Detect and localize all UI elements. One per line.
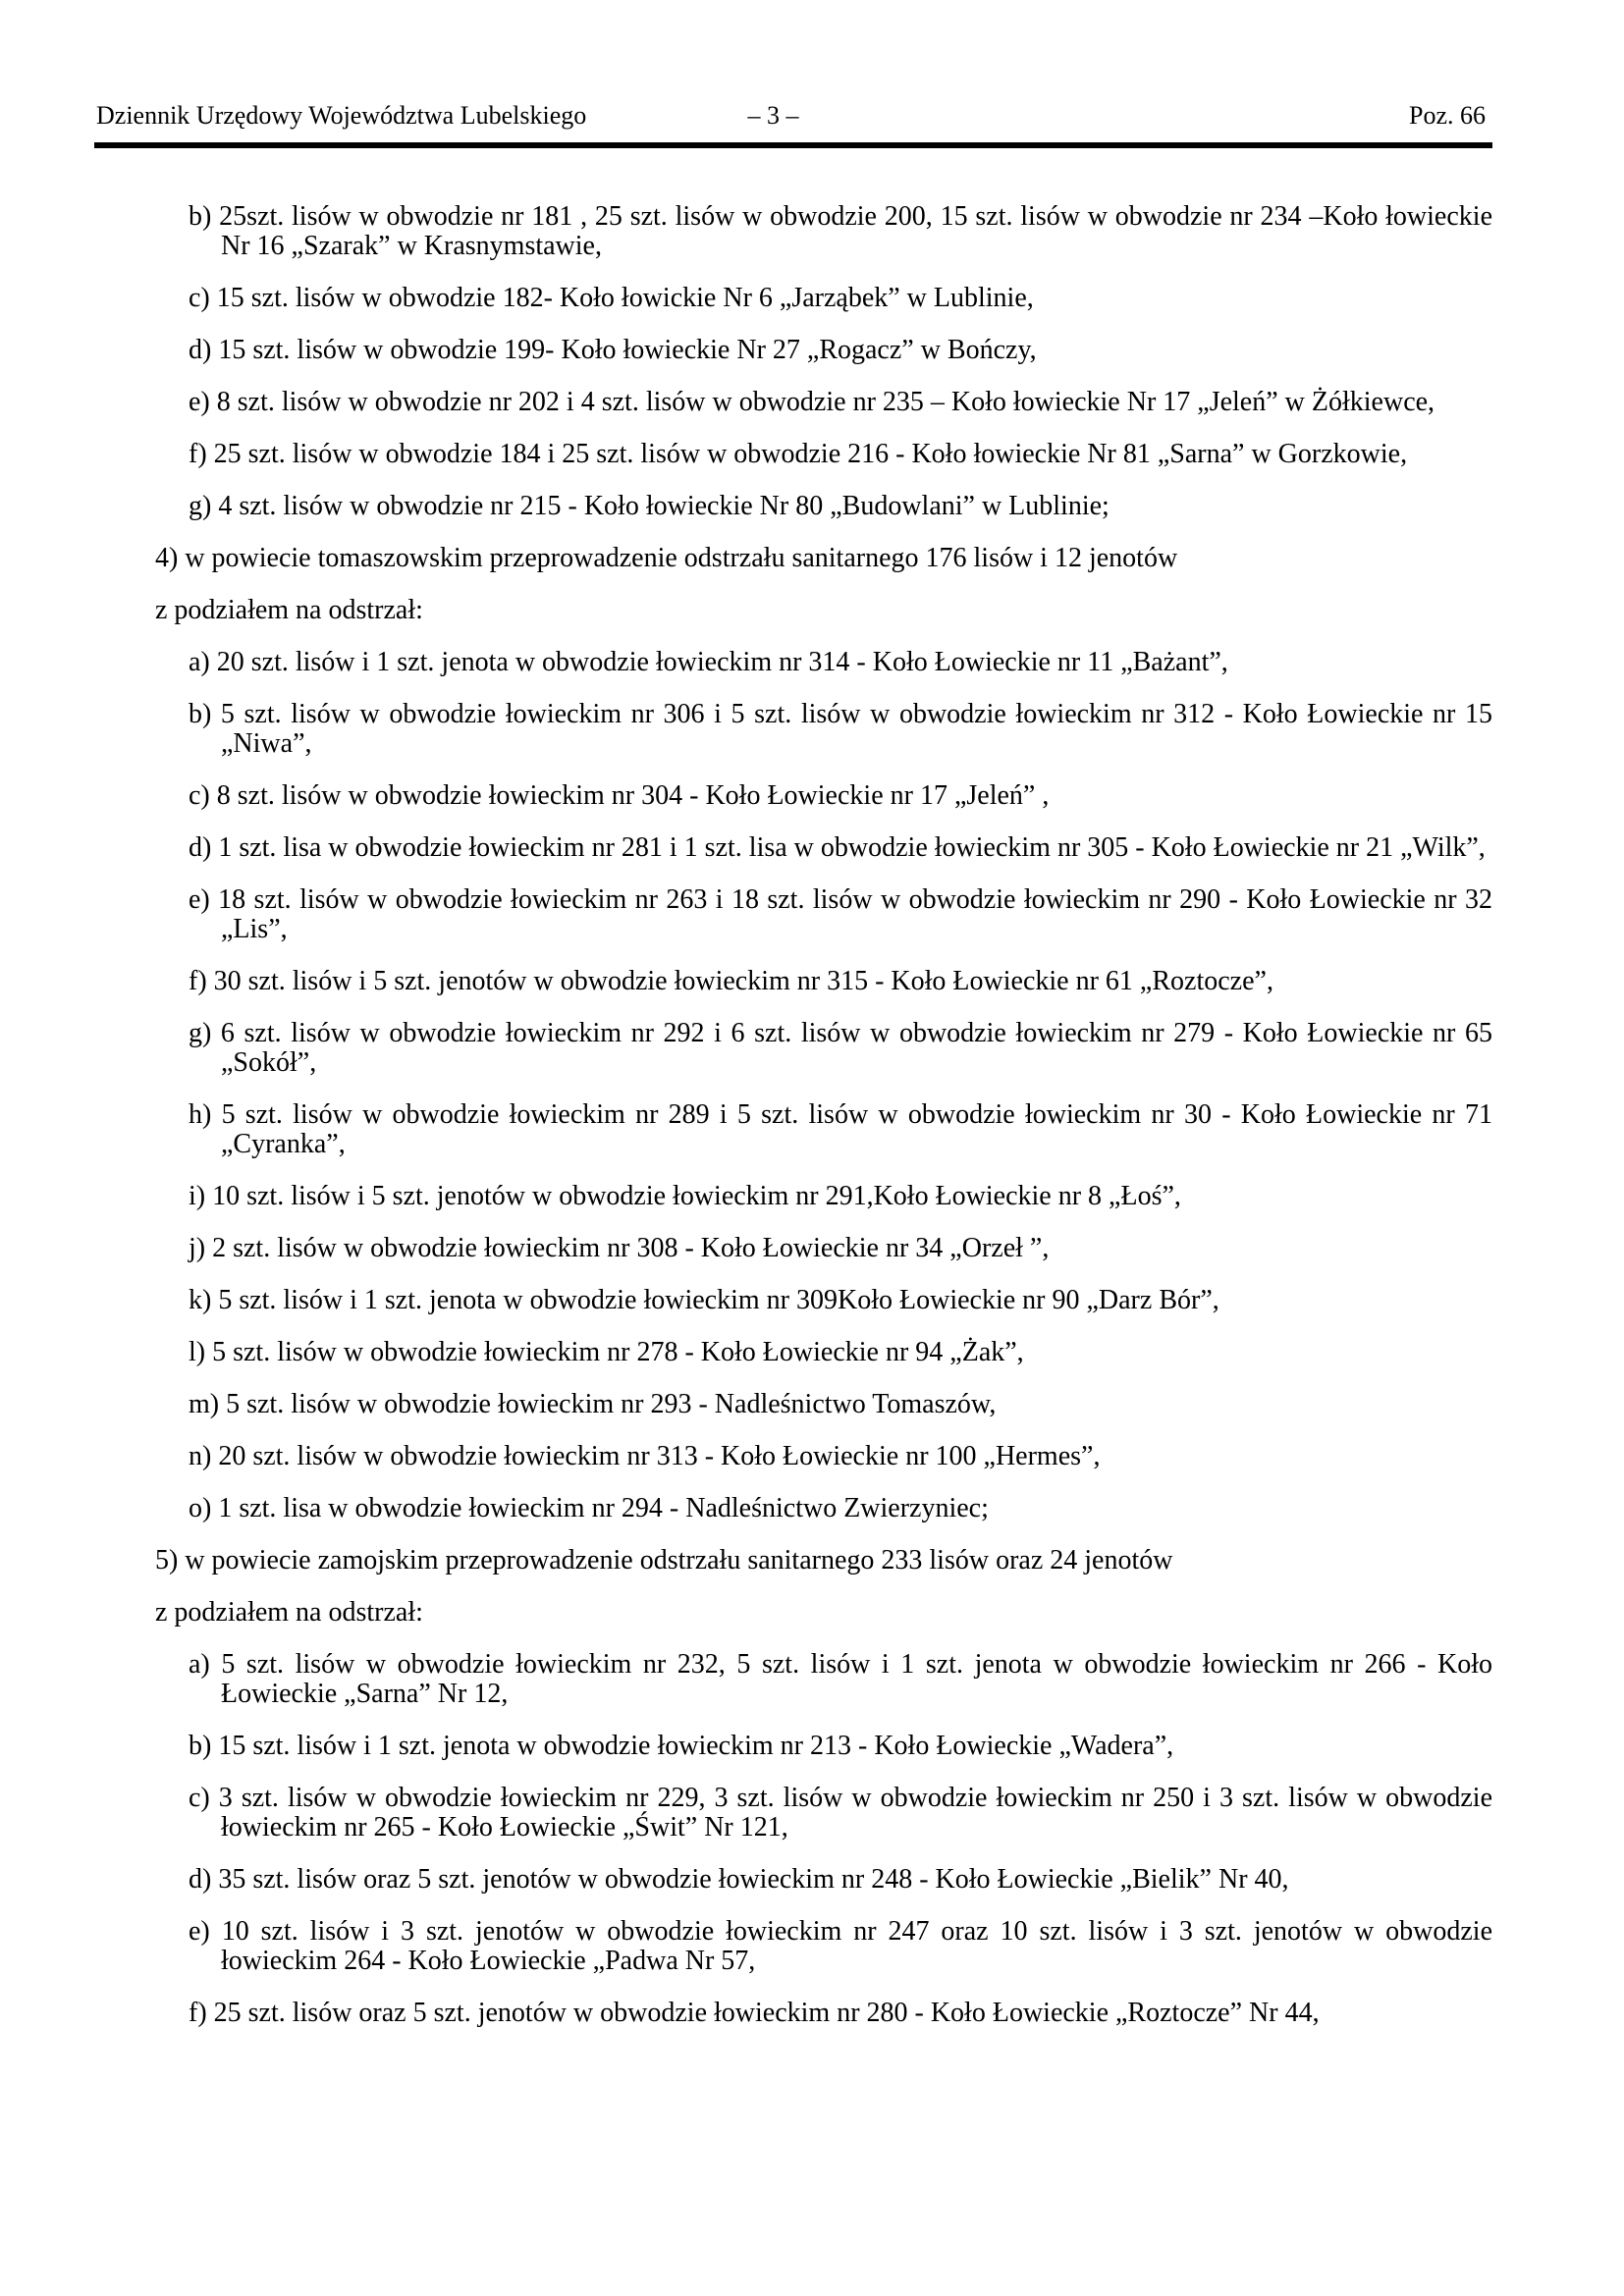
item-4-h: h) 5 szt. lisów w obwodzie łowieckim nr 289 i 5 szt. lisów w obwodzie łowieckim nr 30 - Koło Łowieckie nr 71 „Cyranka”, [189, 1099, 1492, 1159]
journal-title: Dziennik Urzędowy Województwa Lubelskiego [96, 101, 587, 130]
item-4-l: l) 5 szt. lisów w obwodzie łowieckim nr 278 - Koło Łowieckie nr 94 „Żak”, [189, 1337, 1024, 1367]
item-3-b: b) 25szt. lisów w obwodzie nr 181 , 25 szt. lisów w obwodzie 200, 15 szt. lisów w obwodzie nr 234 –Koło łowieckie Nr 16 „Szarak” w Krasnymstawie, [189, 201, 1492, 261]
item-5-e: e) 10 szt. lisów i 3 szt. jenotów w obwodzie łowieckim nr 247 oraz 10 szt. lisów i 3 szt. jenotów w obwodzie łowieckim 264 - Koło Łowieckie „Padwa Nr 57, [189, 1916, 1492, 1976]
item-4-n: n) 20 szt. lisów w obwodzie łowieckim nr 313 - Koło Łowieckie nr 100 „Hermes”, [189, 1441, 1101, 1471]
item-3-e: e) 8 szt. lisów w obwodzie nr 202 i 4 szt. lisów w obwodzie nr 235 – Koło łowieckie Nr 17 „Jeleń” w Żółkiewce, [189, 387, 1435, 417]
point-4: 4) w powiecie tomaszowskim przeprowadzenie odstrzału sanitarnego 176 lisów i 12 jenotów [155, 543, 1178, 573]
item-3-d: d) 15 szt. lisów w obwodzie 199- Koło łowieckie Nr 27 „Rogacz” w Bończy, [189, 335, 1037, 365]
item-3-f: f) 25 szt. lisów w obwodzie 184 i 25 szt. lisów w obwodzie 216 - Koło łowieckie Nr 81 „Sarna” w Gorzkowie, [189, 439, 1408, 469]
point-5-note: z podziałem na odstrzał: [155, 1597, 423, 1628]
item-4-f: f) 30 szt. lisów i 5 szt. jenotów w obwodzie łowieckim nr 315 - Koło Łowieckie nr 61 „Roztocze”, [189, 966, 1273, 996]
item-4-j: j) 2 szt. lisów w obwodzie łowieckim nr 308 - Koło Łowieckie nr 34 „Orzeł ”, [189, 1233, 1050, 1263]
item-5-c: c) 3 szt. lisów w obwodzie łowieckim nr 229, 3 szt. lisów w obwodzie łowieckim nr 250 i 3 szt. lisów w obwodzie łowieckim nr 265 - Koło Łowieckie „Świt” Nr 121, [189, 1783, 1492, 1842]
item-4-b: b) 5 szt. lisów w obwodzie łowieckim nr 306 i 5 szt. lisów w obwodzie łowieckim nr 312 - Koło Łowieckie nr 15 „Niwa”, [189, 699, 1492, 759]
item-5-d: d) 35 szt. lisów oraz 5 szt. jenotów w obwodzie łowieckim nr 248 - Koło Łowieckie „Bielik” Nr 40, [189, 1864, 1289, 1895]
item-4-a: a) 20 szt. lisów i 1 szt. jenota w obwodzie łowieckim nr 314 - Koło Łowieckie nr 11 „Bażant”, [189, 647, 1228, 677]
item-5-f: f) 25 szt. lisów oraz 5 szt. jenotów w obwodzie łowieckim nr 280 - Koło Łowieckie „Roztocze” Nr 44, [189, 1998, 1320, 2028]
item-4-o: o) 1 szt. lisa w obwodzie łowieckim nr 294 - Nadleśnictwo Zwierzyniec; [189, 1493, 989, 1523]
header-divider-rule [94, 142, 1492, 148]
item-4-g: g) 6 szt. lisów w obwodzie łowieckim nr 292 i 6 szt. lisów w obwodzie łowieckim nr 279 - Koło Łowieckie nr 65 „Sokół”, [189, 1018, 1492, 1078]
item-4-k: k) 5 szt. lisów i 1 szt. jenota w obwodzie łowieckim nr 309Koło Łowieckie nr 90 „Darz Bór”, [189, 1285, 1219, 1315]
page-header [96, 101, 1486, 131]
page-number: – 3 – [747, 101, 799, 130]
item-4-i: i) 10 szt. lisów i 5 szt. jenotów w obwodzie łowieckim nr 291,Koło Łowieckie nr 8 „Łoś”, [189, 1181, 1181, 1211]
item-3-g: g) 4 szt. lisów w obwodzie nr 215 - Koło łowieckie Nr 80 „Budowlani” w Lublinie; [189, 491, 1110, 521]
item-4-d: d) 1 szt. lisa w obwodzie łowieckim nr 281 i 1 szt. lisa w obwodzie łowieckim nr 305 - Koło Łowieckie nr 21 „Wilk”, [189, 832, 1486, 863]
document-body [155, 202, 1492, 2028]
item-5-b: b) 15 szt. lisów i 1 szt. jenota w obwodzie łowieckim nr 213 - Koło Łowieckie „Wadera”, [189, 1731, 1174, 1761]
item-4-e: e) 18 szt. lisów w obwodzie łowieckim nr 263 i 18 szt. lisów w obwodzie łowieckim nr 290 - Koło Łowieckie nr 32 „Lis”, [189, 884, 1492, 944]
point-5: 5) w powiecie zamojskim przeprowadzenie odstrzału sanitarnego 233 lisów oraz 24 jenotów [155, 1545, 1173, 1575]
position-label: Poz. 66 [1409, 101, 1486, 130]
item-4-c: c) 8 szt. lisów w obwodzie łowieckim nr 304 - Koło Łowieckie nr 17 „Jeleń” , [189, 780, 1050, 811]
item-5-a: a) 5 szt. lisów w obwodzie łowieckim nr 232, 5 szt. lisów i 1 szt. jenota w obwodzie łowieckim nr 266 - Koło Łowieckie „Sarna” Nr 12, [189, 1649, 1492, 1709]
point-4-note: z podziałem na odstrzał: [155, 595, 423, 625]
item-4-m: m) 5 szt. lisów w obwodzie łowieckim nr 293 - Nadleśnictwo Tomaszów, [189, 1389, 997, 1419]
item-3-c: c) 15 szt. lisów w obwodzie 182- Koło łowickie Nr 6 „Jarząbek” w Lublinie, [189, 283, 1034, 313]
